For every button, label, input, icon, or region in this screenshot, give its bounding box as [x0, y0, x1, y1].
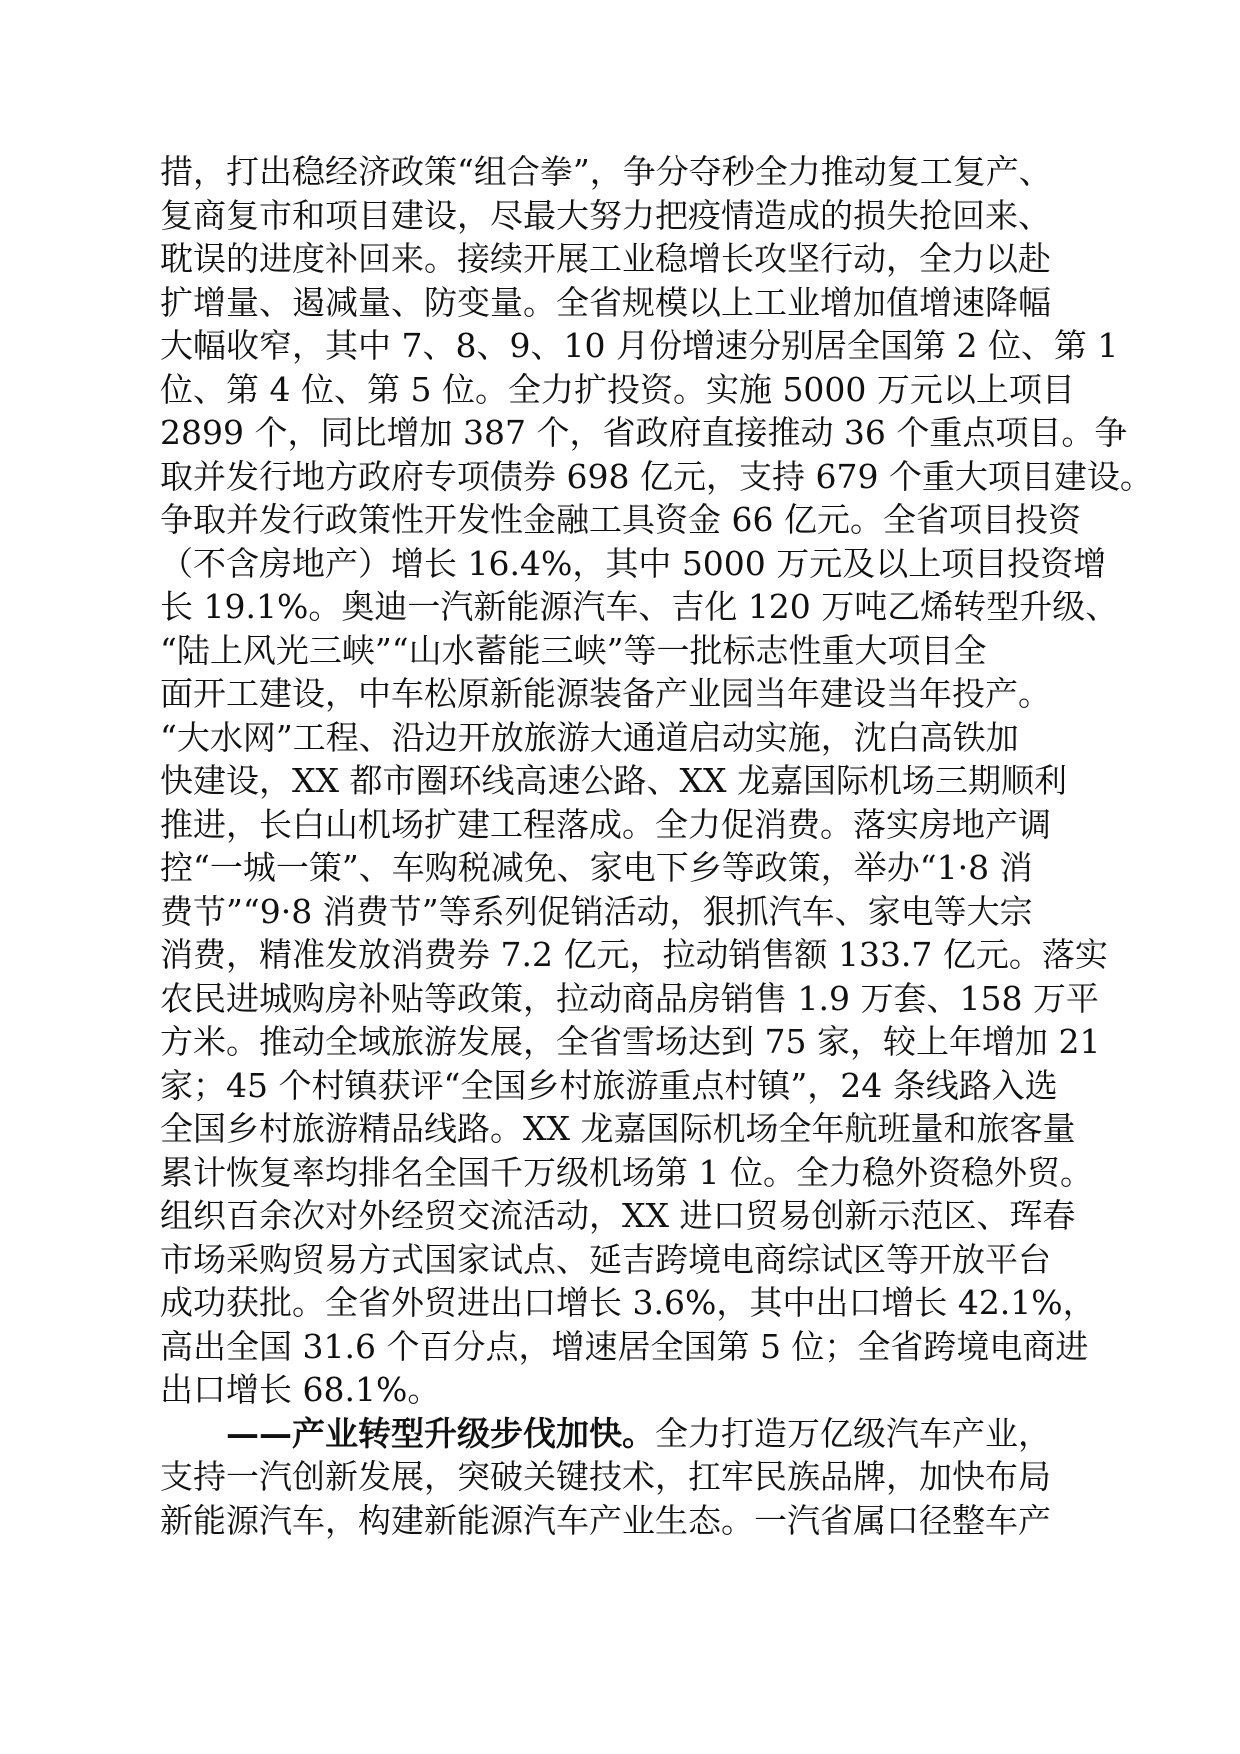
- text-line: 农民进城购房补贴等政策，拉动商品房销售 1.9 万套、158 万平: [160, 978, 1099, 1018]
- text-line: 支持一汽创新发展，突破关键技术，扛牢民族品牌，加快布局: [160, 1457, 1051, 1496]
- text-line: 耽误的进度补回来。接续开展工业稳增长攻坚行动，全力以赴: [160, 239, 1051, 278]
- text-line: 组织百余次对外经贸交流活动，XX 进口贸易创新示范区、珲春: [160, 1196, 1076, 1235]
- text-line: 面开工建设，中车松原新能源装备产业园当年建设当年投产。: [160, 674, 1051, 713]
- paragraph-economy: [160, 150, 1153, 1412]
- text-line: 出口增长 68.1%。: [160, 1370, 441, 1409]
- text-line: 2899 个，同比增加 387 个，省政府直接推动 36 个重点项目。争: [160, 413, 1128, 452]
- text-fragment: 全力打造万亿级汽车产业，: [655, 1413, 1051, 1453]
- text-line-with-heading: [160, 1412, 1100, 1456]
- text-line: 市场采购贸易方式国家试点、延吉跨境电商综试区等开放平台: [160, 1239, 1051, 1279]
- text-line: 取并发行地方政府专项债券 698 亿元，支持 679 个重大项目建设。: [160, 456, 1153, 496]
- text-line: 新能源汽车，构建新能源汽车产业生态。一汽省属口径整车产: [160, 1500, 1051, 1540]
- text-line: （不含房地产）增长 16.4%，其中 5000 万元及以上项目投资增: [160, 543, 1107, 583]
- text-line: 推进，长白山机场扩建工程落成。全力促消费。落实房地产调: [160, 804, 1051, 844]
- text-line: 费节”“9·8 消费节”等系列促销活动，狠抓汽车、家电等大宗: [160, 891, 1033, 931]
- text-line: 家；45 个村镇获评“全国乡村旅游重点村镇”，24 条线路入选: [160, 1065, 1058, 1105]
- text-line: 长 19.1%。奥迪一汽新能源汽车、吉化 120 万吨乙烯转型升级、: [160, 587, 1119, 626]
- text-line: 位、第 4 位、第 5 位。全力扩投资。实施 5000 万元以上项目: [160, 369, 1075, 409]
- section-heading: ——产业转型升级步伐加快。: [226, 1413, 655, 1453]
- text-line: “陆上风光三峡”“山水蓄能三峡”等一批标志性重大项目全: [160, 630, 987, 670]
- text-line: 控“一城一策”、车购税减免、家电下乡等政策，举办“1·8 消: [160, 848, 1033, 887]
- text-line: 扩增量、遏减量、防变量。全省规模以上工业增加值增速降幅: [160, 282, 1051, 322]
- text-line: 高出全国 31.6 个百分点，增速居全国第 5 位；全省跨境电商进: [160, 1326, 1089, 1366]
- text-line: 争取并发行政策性开发性金融工具资金 66 亿元。全省项目投资: [160, 500, 1081, 539]
- text-line: 全国乡村旅游精品线路。XX 龙嘉国际机场全年航班量和旅客量: [160, 1109, 1076, 1148]
- text-line: 快建设，XX 都市圈环线高速公路、XX 龙嘉国际机场三期顺利: [160, 761, 1067, 800]
- body-text: [160, 150, 1153, 1542]
- text-line: 消费，精准发放消费券 7.2 亿元，拉动销售额 133.7 亿元。落实: [160, 935, 1108, 974]
- text-line: 方米。推动全域旅游发展，全省雪场达到 75 家，较上年增加 21: [160, 1022, 1101, 1061]
- text-line: 成功获批。全省外贸进出口增长 3.6%，其中出口增长 42.1%，: [160, 1283, 1096, 1322]
- text-line: “大水网”工程、沿边开放旅游大通道启动实施，沈白高铁加: [160, 717, 1019, 757]
- text-line: 复商复市和项目建设，尽最大努力把疫情造成的损失抢回来、: [160, 195, 1051, 235]
- text-line: 措，打出稳经济政策“组合拳”，争分夺秒全力推动复工复产、: [160, 152, 1052, 191]
- text-line: 大幅收窄，其中 7、8、9、10 月份增速分别居全国第 2 位、第 1: [160, 326, 1119, 365]
- text-line: 累计恢复率均排名全国千万级机场第 1 位。全力稳外资稳外贸。: [160, 1152, 1093, 1192]
- paragraph-industry: [160, 1412, 1100, 1543]
